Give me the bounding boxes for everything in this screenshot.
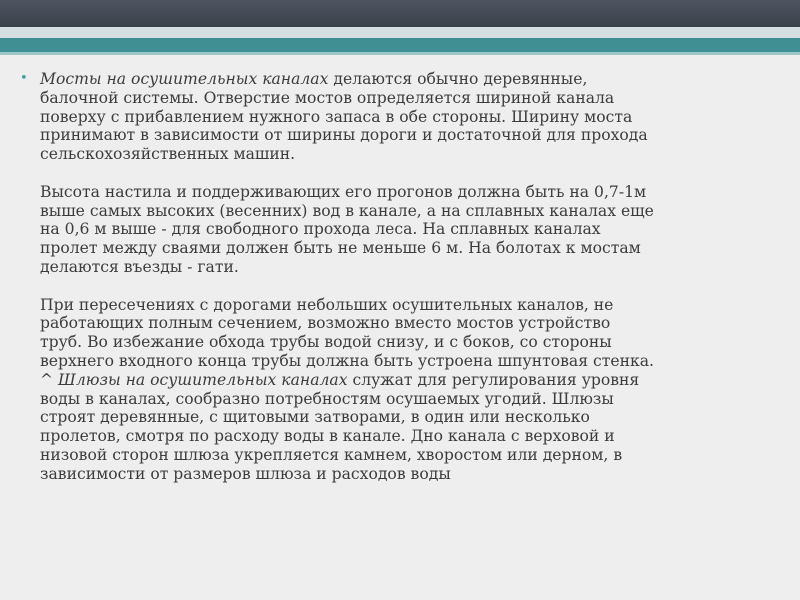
text-line: сельскохозяйственных машин. bbox=[40, 145, 296, 164]
text-line: работающих полным сечением, возможно вместо мостов устройство bbox=[40, 314, 611, 333]
header-band-dark bbox=[0, 0, 800, 27]
text-span: ^ bbox=[40, 370, 59, 389]
header-band-light bbox=[0, 27, 800, 38]
text-span: служат для регулирования уровня bbox=[347, 370, 640, 389]
italic-heading-bridges: Мосты на осушительных каналах bbox=[40, 70, 329, 88]
text-line: верхнего входного конца трубы должна быть устроена шпунтовая стенка. bbox=[40, 351, 654, 370]
header-band-teal bbox=[0, 38, 800, 52]
text-line: зависимости от размеров шлюза и расходов воды bbox=[40, 464, 451, 483]
italic-heading-sluices: Шлюзы на осушительных каналах bbox=[58, 370, 348, 389]
text-line: пролет между сваями должен быть не меньше 6 м. На болотах к мостам bbox=[40, 239, 641, 258]
text-line: Высота настила и поддерживающих его прогонов должна быть на 0,7-1м bbox=[40, 182, 647, 201]
bullet-icon: • bbox=[20, 71, 28, 86]
paragraph-deck-height bbox=[40, 183, 720, 277]
header-band-accent-line bbox=[0, 52, 800, 55]
paragraph-bridges bbox=[40, 70, 720, 164]
text-line bbox=[40, 371, 720, 390]
text-line: на 0,6 м выше - для свободного прохода леса. На сплавных каналах bbox=[40, 220, 601, 239]
text-line: труб. Во избежание обхода трубы водой снизу, и с боков, со стороны bbox=[40, 333, 612, 352]
text-line: выше самых высоких (весенних) вод в канале, а на сплавных каналах еще bbox=[40, 201, 654, 220]
text-line: делаются въезды - гати. bbox=[40, 257, 239, 276]
paragraph-pipes-sluices bbox=[40, 296, 720, 484]
text-span: делаются обычно деревянные, bbox=[328, 70, 588, 88]
text-line: пролетов, смотря по расходу воды в канале. Дно канала с верховой и bbox=[40, 427, 615, 446]
text-line: принимают в зависимости от ширины дороги и достаточной для прохода bbox=[40, 126, 648, 145]
text-line: низовой сторон шлюза укрепляется камнем, хворостом или дерном, в bbox=[40, 445, 623, 464]
text-line: балочной системы. Отверстие мостов определяется шириной канала bbox=[40, 88, 615, 107]
text-line: строят деревянные, с щитовыми затворами, в один или несколько bbox=[40, 408, 590, 427]
text-line: При пересечениях с дорогами небольших осушительных каналов, не bbox=[40, 295, 614, 314]
text-line: воды в каналах, сообразно потребностям осушаемых угодий. Шлюзы bbox=[40, 389, 614, 408]
text-line bbox=[40, 70, 720, 89]
slide-body bbox=[20, 70, 720, 484]
text-line: поверху с прибавлением нужного запаса в обе стороны. Ширину моста bbox=[40, 107, 633, 126]
